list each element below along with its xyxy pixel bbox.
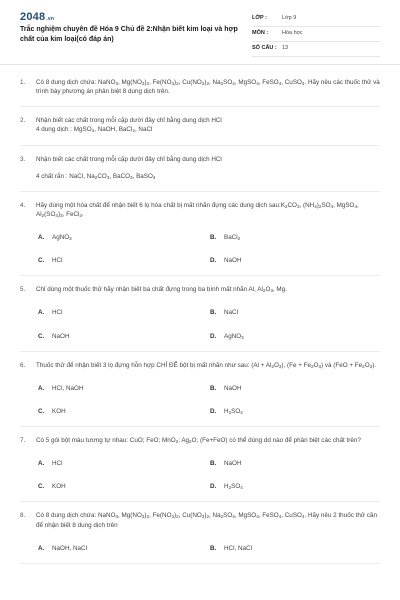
meta-row <box>252 27 380 42</box>
question-row <box>20 285 380 294</box>
document-header <box>0 0 400 65</box>
question-text: Chỉ dùng một thuốc thử hãy nhận biết ba chất đựng trong ba bình mất nhãn Al, $Al_2O_3$, Mg. <box>36 286 287 294</box>
option-text: HCl, NaCl <box>224 544 252 552</box>
meta-row <box>252 12 380 27</box>
meta-label: MÔN : <box>252 30 269 37</box>
question-number: 4. <box>20 201 26 209</box>
option-text: NaOH <box>224 257 242 265</box>
option-text: KOH <box>52 483 66 491</box>
question-item <box>20 276 380 351</box>
option-text: $H_2SO_4$ <box>224 407 243 415</box>
question-body <box>36 116 380 134</box>
question-row <box>20 155 380 181</box>
question-body <box>36 201 380 219</box>
option-letter: C. <box>38 483 45 491</box>
option-letter: C. <box>38 257 45 265</box>
meta-row <box>252 42 380 57</box>
option-text: HCl <box>52 460 63 468</box>
option-letter: B. <box>210 384 217 392</box>
question-body <box>36 436 380 445</box>
logo-suffix: .vn <box>46 16 55 22</box>
option-text: BaCl$_2$ <box>224 234 241 241</box>
question-body <box>36 155 380 181</box>
question-row <box>20 511 380 529</box>
option-letter: B. <box>210 460 217 468</box>
option-text: NaOH <box>52 332 70 340</box>
answer-option[interactable] <box>210 332 382 341</box>
question-item <box>20 70 380 107</box>
answer-options <box>20 308 380 340</box>
question-row <box>20 201 380 219</box>
option-text: NaOH <box>224 460 242 468</box>
meta-label: LỚP : <box>252 15 267 22</box>
answer-option[interactable] <box>210 459 382 468</box>
option-letter: D. <box>210 257 217 265</box>
option-letter: B. <box>210 544 217 552</box>
question-body <box>36 511 380 529</box>
option-letter: A. <box>38 460 45 468</box>
question-text: Có 5 gói bột màu tương tự nhau: CuO; FeO; MnO$_2$; $Ag_2O$; (Fe+FeO) có thể dùng dd nào để phân biệt các chất trên? <box>36 437 361 444</box>
question-row <box>20 116 380 134</box>
question-item <box>20 107 380 145</box>
meta-value: Hóa học <box>282 30 303 37</box>
document-meta-table <box>252 12 380 57</box>
question-number: 2. <box>20 117 26 125</box>
answer-option[interactable] <box>210 233 382 242</box>
question-text: Nhận biết các chất trong mỗi cặp dưới đây chỉ bằng dung dịch HCl 4 dung dịch : MgSO$_4$, NaOH, BaCl$_2$, NaCl <box>36 117 222 134</box>
option-text: $H_2SO_4$ <box>224 483 243 491</box>
answer-option[interactable] <box>210 482 382 491</box>
answer-options <box>20 233 380 265</box>
question-item <box>20 502 380 563</box>
option-letter: A. <box>38 234 45 241</box>
option-text: NaCl <box>224 309 238 317</box>
option-letter: C. <box>38 332 45 340</box>
option-letter: B. <box>210 309 217 317</box>
option-letter: A. <box>38 309 45 317</box>
question-text: Nhận biết các chất trong mỗi cặp dưới đây chỉ bằng dung dịch HCl <box>36 155 222 163</box>
answer-option[interactable] <box>38 233 210 242</box>
question-text: Có 8 dung dịch chứa: NaNO$_3$, $Mg(NO_3)_2$, $Fe(NO_3)_2$, $Cu(NO_3)_2$, $Na_2SO_4$, MgSO$_4$, FeSO$_4$, CuSO$_4$. Hãy nêu 2 thuốc thử cần để nhận biết 8 dung dịch trên <box>36 512 377 529</box>
question-number: 5. <box>20 286 26 294</box>
document-title: Trắc nghiệm chuyên đề Hóa 9 Chủ đề 2:Nhận biết kim loại và hợp chất của kim loại(có đáp án) <box>20 26 238 44</box>
question-item <box>20 352 380 427</box>
question-item <box>20 146 380 192</box>
question-number: 1. <box>20 79 26 86</box>
question-number: 6. <box>20 361 26 369</box>
question-body <box>36 285 380 294</box>
question-row <box>20 78 380 96</box>
answer-option[interactable] <box>210 384 382 393</box>
answer-option[interactable] <box>210 256 382 265</box>
answer-option[interactable] <box>38 482 210 491</box>
question-number: 7. <box>20 437 26 444</box>
meta-label: SỐ CÂU : <box>252 45 277 52</box>
option-text: KOH <box>52 407 66 415</box>
answer-option[interactable] <box>38 407 210 416</box>
answer-options <box>20 544 380 553</box>
answer-options <box>20 459 380 491</box>
question-text: Thuốc thử để nhận biết 3 lọ đựng hỗn hợp CHỈ ĐỂ bột bị mất nhãn như sau: $(Al + Al_2O_3)$, $(Fe + Fe_2O_3)$ và $(FeO + Fe_2O_3)$. <box>36 361 377 369</box>
option-letter: A. <box>38 544 45 552</box>
option-text: AgNO$_3$ <box>52 234 72 241</box>
answer-option[interactable] <box>38 384 210 393</box>
answer-option[interactable] <box>38 332 210 341</box>
answer-option[interactable] <box>210 308 382 317</box>
option-text: HCl <box>52 257 63 265</box>
question-number: 3. <box>20 155 26 163</box>
question-body <box>36 78 380 96</box>
answer-option[interactable] <box>38 459 210 468</box>
option-letter: D. <box>210 332 217 340</box>
question-body <box>36 361 380 370</box>
option-text: NaOH, NaCl <box>52 544 87 552</box>
question-item <box>20 427 380 502</box>
answer-option[interactable] <box>38 256 210 265</box>
answer-options <box>20 384 380 416</box>
question-row <box>20 361 380 370</box>
option-letter: A. <box>38 384 45 392</box>
answer-option[interactable] <box>210 407 382 416</box>
option-text: HCl, NaOH <box>52 384 84 392</box>
question-text: Hãy dùng một hóa chất để nhận biết 6 lọ hóa chất bị mất nhãn đựng các dung dịch $sau:K_2CO_3$, $(NH_4)_2SO_4$, MgSO$_4$, $Al_2(SO_4)_3$, FeCl$_3$. <box>36 201 359 218</box>
question-list <box>20 70 380 564</box>
question-item <box>20 192 380 277</box>
site-logo[interactable] <box>20 10 54 26</box>
meta-value: Lớp 9 <box>282 15 297 22</box>
answer-option[interactable] <box>38 544 210 553</box>
option-letter: D. <box>210 483 217 491</box>
option-letter: D. <box>210 407 217 415</box>
answer-option[interactable] <box>38 308 210 317</box>
option-text: AgNO$_3$ <box>224 332 244 340</box>
question-number: 8. <box>20 512 26 520</box>
logo-main: 2048 <box>20 11 46 23</box>
option-letter: C. <box>38 407 45 415</box>
meta-value: 13 <box>282 45 289 52</box>
question-text: Có 8 dung dịch chứa: NaNO$_3$, $Mg(NO_3)_2$, $Fe(NO_3)_2$, $Cu(NO_3)_2$, $Na_2SO_4$, MgSO$_4$, FeSO$_4$, CuSO$_4$. Hãy nêu các thuốc thử và trình bày phương án phân biệt 8 dung dịch trên. <box>36 79 380 96</box>
question-row <box>20 436 380 445</box>
option-text: NaOH <box>224 384 242 392</box>
option-text: HCl <box>52 309 63 317</box>
question-text: 4 chất rắn : NaCl, $Na_2CO_3$, BaCO$_3$, BaSO$_4$ <box>36 172 156 180</box>
answer-option[interactable] <box>210 544 382 553</box>
option-letter: B. <box>210 234 217 241</box>
